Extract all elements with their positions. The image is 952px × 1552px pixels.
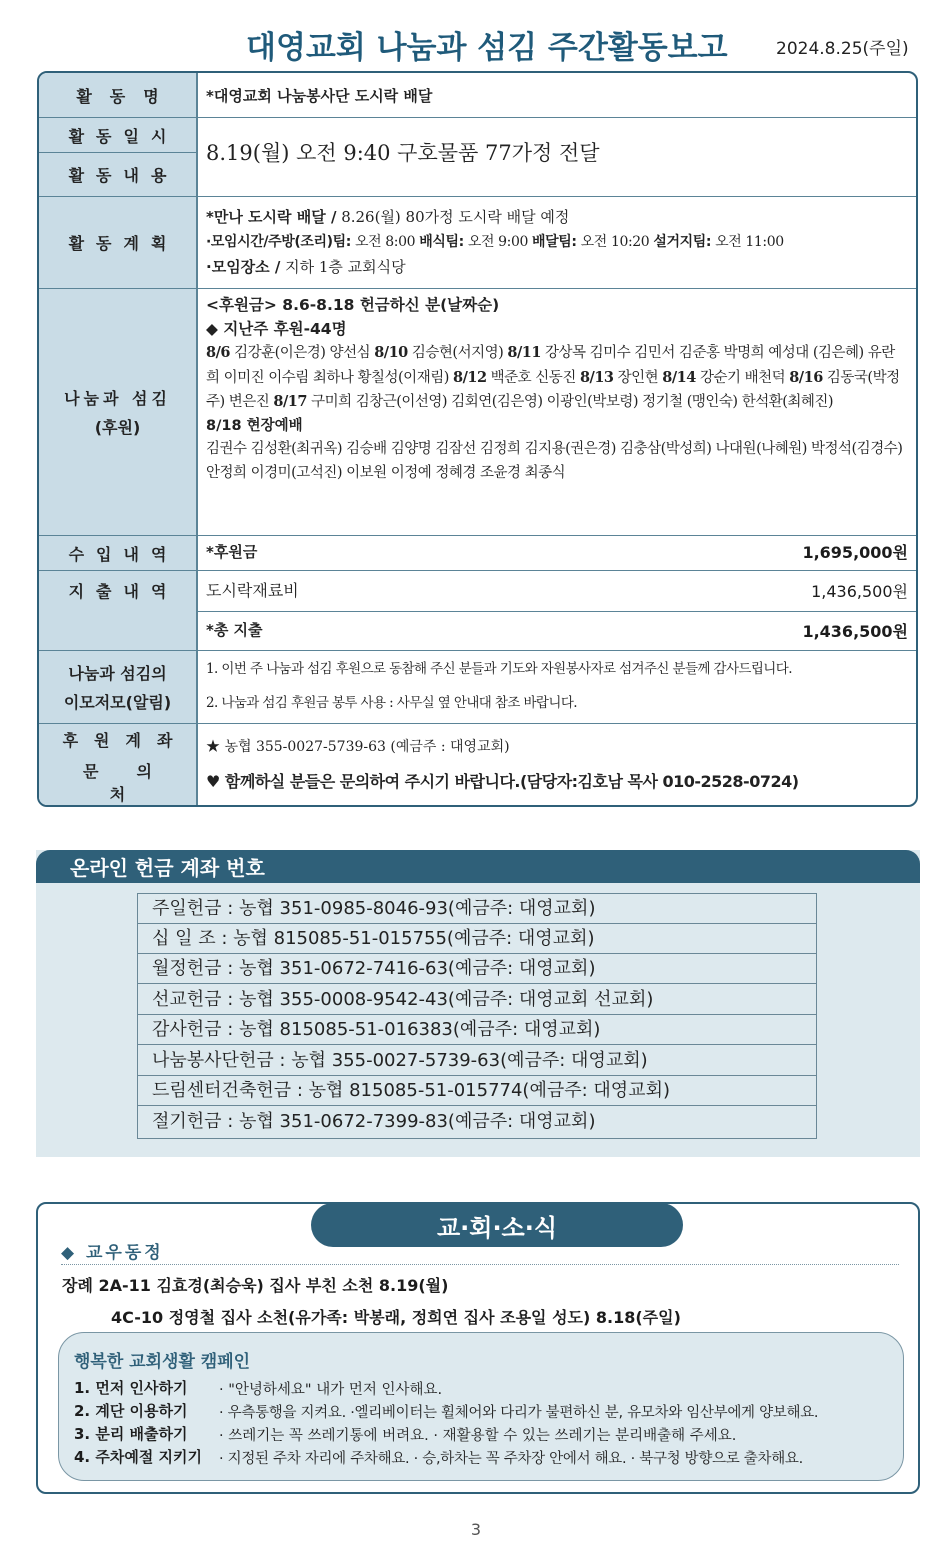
funeral-news-1: 장례 2A-11 김효경(최승욱) 집사 부친 소천 8.19(월) [62, 1276, 449, 1295]
row-divider [39, 117, 916, 118]
activity-plan [206, 205, 908, 280]
offering-account: 감사헌금 : 농협 815085-51-016383(예금주: 대영교회) [138, 1015, 816, 1045]
row-divider [39, 723, 916, 724]
notice-1: 1. 이번 주 나눔과 섬김 후원으로 동참해 주신 분들과 기도와 자원봉사자로 섬겨주신 분들께 감사드립니다. [206, 661, 792, 677]
plan-dishwash-team: 설거지팀: [653, 234, 712, 250]
label-sharing [39, 289, 196, 535]
donor-names: 구미희 김창근(이선영) 김회연(김은영) 이광인(박보령) 정기철 (맹인숙) 한석환(최혜진) [306, 394, 834, 410]
label-activity-content: 활동내용 [39, 153, 196, 196]
campaign-item-label: 4. 주차예절 지키기 [74, 1448, 203, 1466]
plan-place-bold: ·모임장소 / [206, 258, 281, 276]
plan-dishwash-time: 오전 11:00 [711, 234, 784, 250]
plan-line1: 8.26(월) 80가정 도시락 배달 예정 [336, 208, 570, 226]
label-activity-datetime: 활동일시 [39, 118, 196, 152]
label-notice-line2: 이모저모(알림) [63, 693, 172, 712]
dotted-divider [61, 1264, 899, 1265]
expense-item: 도시락재료비 [206, 581, 299, 600]
campaign-item-text: · "안녕하세요" 내가 먼저 인사해요. [219, 1382, 443, 1398]
plan-line1-bold: *만나 도시락 배달 / [206, 208, 337, 226]
expense-total-label: *총 지출 [206, 621, 263, 639]
campaign-item-text: · 쓰레기는 꼭 쓰레기통에 버려요. · 재활용할 수 있는 쓰레기는 분리배출해 주세요. [219, 1428, 737, 1444]
donor-date: 8/10 [374, 344, 408, 361]
offering-account: 드림센터건축헌금 : 농협 815085-51-015774(예금주: 대영교회) [138, 1076, 816, 1106]
donor-names: 김동국(박정주) 변은진 [206, 369, 900, 410]
campaign-item-text: · 우측통행을 지켜요. ·엘리베이터는 휠체어와 다리가 불편하신 분, 유모차와 임산부에게 양보해요. [219, 1405, 819, 1421]
plan-serving-team: 배식팀: [419, 234, 464, 250]
donor-date: 8/13 [579, 368, 614, 386]
church-news-title: 교·회·소·식 [311, 1203, 683, 1247]
donor-names: 강순기 배천덕 [695, 369, 790, 386]
label-account-line1: 후원계좌 [62, 731, 189, 750]
offering-account: 나눔봉사단헌금 : 농협 355-0027-5739-63(예금주: 대영교회) [138, 1046, 816, 1076]
label-notice [39, 651, 196, 723]
activity-detail: 8.19(월) 오전 9:40 구호물품 77가정 전달 [206, 141, 600, 165]
sharing-subheading: ◆ 지난주 후원-44명 [206, 319, 347, 338]
row-divider [39, 570, 916, 571]
row-divider [39, 535, 916, 536]
offering-account: 주일헌금 : 농협 351-0985-8046-93(예금주: 대영교회) [138, 894, 816, 924]
donor-names: 김강훈(이은경) 양선심 [229, 345, 375, 361]
sharing-donor-list [206, 341, 908, 415]
campaign-title: 행복한 교회생활 캠페인 [74, 1352, 251, 1372]
label-expense: 지출내역 [39, 571, 196, 650]
plan-kitchen-team: ·모임시간/주방(조리)팀: [206, 234, 351, 250]
income-label: *후원금 [206, 543, 258, 561]
label-income: 수입내역 [39, 536, 196, 570]
donor-names: 장인현 [613, 369, 663, 386]
notice-2: 2. 나눔과 섬김 후원금 봉투 사용 : 사무실 옆 안내대 참조 바랍니다. [206, 695, 577, 711]
plan-place: 지하 1층 교회식당 [280, 258, 406, 276]
row-divider [39, 196, 916, 197]
activity-report-table [37, 71, 918, 807]
label-account-line2: 문의처 [83, 762, 190, 804]
activity-name: *대영교회 나눔봉사단 도시락 배달 [206, 87, 433, 105]
onsite-names: 김권수 김성환(최귀옥) 김승배 김양명 김잠선 김정희 김지용(권은경) 김충삼(박성희) 나대원(나혜원) 박정석(김경수) 안정희 이경미(고석진) 이보원 이정예 정혜경 조윤경 최종식 [206, 441, 903, 481]
page-title: 대영교회 나눔과 섬김 주간활동보고 [246, 30, 728, 66]
report-date: 2024.8.25(주일) [776, 39, 909, 59]
sharing-donors [206, 294, 908, 485]
donor-date: 8/6 [206, 344, 230, 361]
plan-serving-time: 오전 9:00 [463, 234, 533, 250]
plan-delivery-time: 오전 10:20 [576, 234, 654, 250]
offering-account: 월정헌금 : 농협 351-0672-7416-63(예금주: 대영교회) [138, 954, 816, 984]
donor-names: 백준호 신동진 [486, 369, 580, 386]
offering-account-list [137, 893, 817, 1139]
label-activity-plan: 활동계획 [39, 197, 196, 288]
campaign-item-label: 2. 계단 이용하기 [74, 1402, 188, 1420]
row-divider [196, 611, 916, 612]
income-amount: 1,695,000원 [802, 543, 908, 562]
label-sharing-main: 나눔과 섬김 [64, 389, 171, 408]
label-sharing-sub: (후원) [94, 418, 141, 437]
row-divider [39, 650, 916, 651]
funeral-news-2: 4C-10 정영철 집사 소천(유가족: 박봉래, 정희연 집사 조용일 성도) 8.18(주일) [111, 1308, 681, 1327]
campaign-item-label: 3. 분리 배출하기 [74, 1425, 188, 1443]
campaign-item-text: · 지정된 주차 자리에 주차해요. · 승,하차는 꼭 주차장 안에서 해요. · 북구청 방향으로 출차해요. [219, 1451, 803, 1467]
donor-date: 8/16 [789, 368, 823, 386]
donation-account: ★ 농협 355-0027-5739-63 (예금주 : 대영교회) [206, 739, 510, 755]
contact-info: ♥ 함께하실 분들은 문의하여 주시기 바랍니다.(담당자:김호남 목사 010-2528-0724) [206, 772, 799, 791]
campaign-item-label: 1. 먼저 인사하기 [74, 1379, 188, 1397]
donor-date: 8/14 [662, 368, 696, 386]
offering-account: 십 일 조 : 농협 815085-51-015755(예금주: 대영교회) [138, 924, 816, 954]
donor-names: 김승현(서지영) [407, 345, 508, 361]
onsite-heading: 8/18 현장예배 [206, 417, 303, 434]
member-news-heading: ◆ 교우동정 [61, 1243, 164, 1263]
donor-date: 8/12 [452, 368, 487, 386]
offering-account: 절기헌금 : 농협 351-0672-7399-83(예금주: 대영교회) [152, 1111, 596, 1132]
column-divider [196, 73, 198, 807]
label-activity-name: 활동명 [39, 73, 196, 117]
donor-date: 8/11 [507, 344, 541, 361]
label-account [39, 724, 196, 807]
sharing-heading: <후원금> 8.6-8.18 헌금하신 분(날짜순) [206, 296, 500, 314]
donor-names: 강상목 김미수 김민서 김준홍 박명희 예성대 (김은혜) 유란희 이미진 이수림 최하나 황칠성(이재림) [206, 345, 895, 386]
donor-date: 8/17 [273, 393, 307, 410]
expense-total-amount: 1,436,500원 [802, 622, 908, 641]
offering-account: 선교헌금 : 농협 355-0008-9542-43(예금주: 대영교회 선교회) [138, 985, 816, 1015]
row-divider [39, 152, 196, 153]
row-divider [39, 288, 916, 289]
label-notice-line1: 나눔과 섬김의 [68, 664, 167, 683]
plan-delivery-team: 배달팀: [532, 234, 577, 250]
online-offering-title: 온라인 헌금 계좌 번호 [70, 856, 265, 880]
page-number: 3 [470, 1520, 482, 1539]
plan-kitchen-time: 오전 8:00 [350, 234, 420, 250]
expense-item-amount: 1,436,500원 [811, 582, 908, 601]
